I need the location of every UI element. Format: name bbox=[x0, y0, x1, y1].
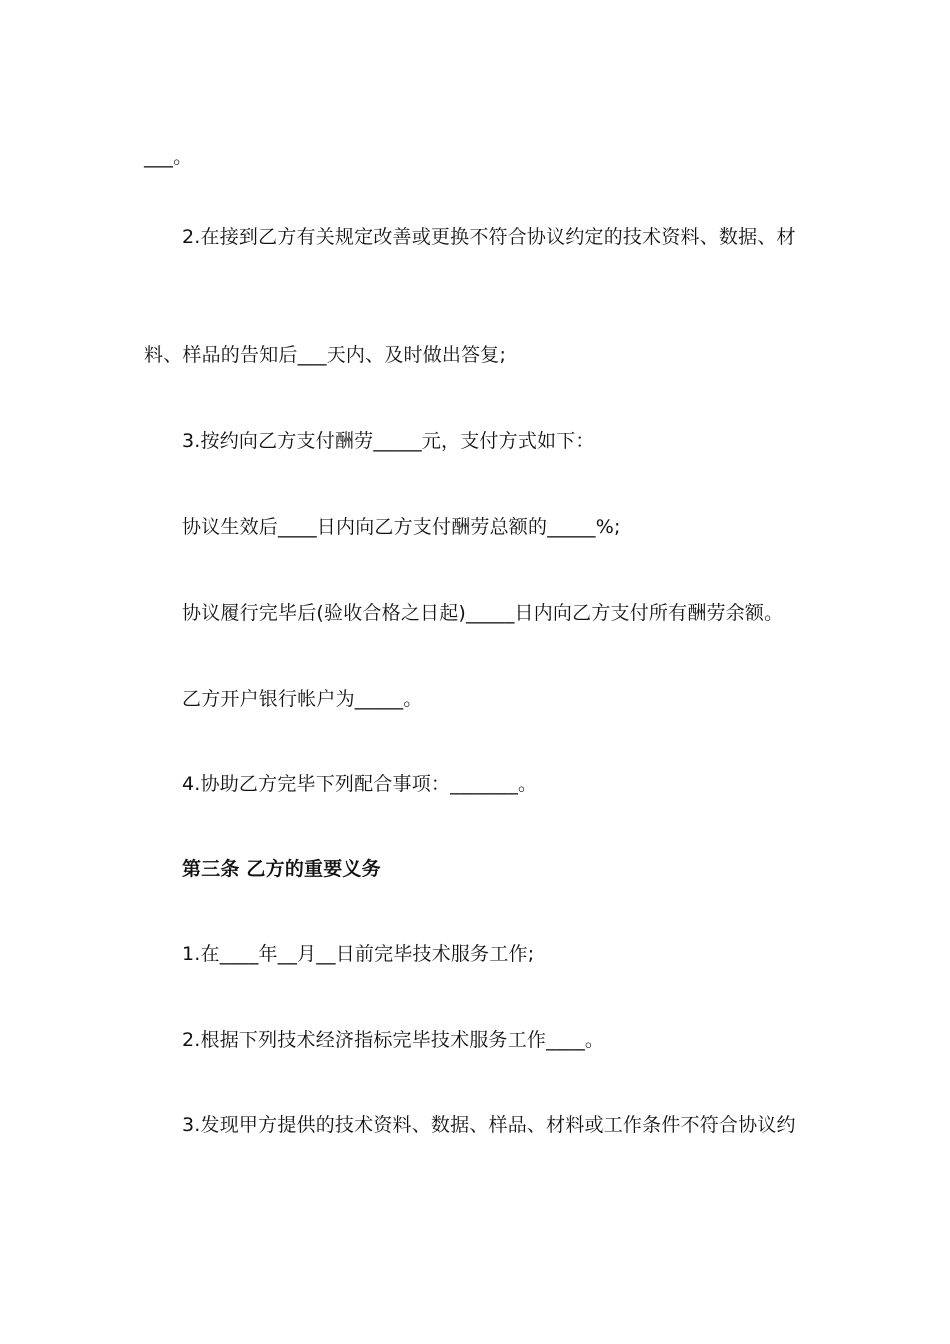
clause-4-cooperation: 4.协助乙方完毕下列配合事项：_______。 bbox=[182, 773, 538, 795]
payment-after-effective: 协议生效后____日内向乙方支付酬劳总额的_____%; bbox=[182, 516, 621, 538]
bank-account-line: 乙方开户银行帐户为_____。 bbox=[182, 688, 423, 710]
clause-2-line-2: 料、样品的告知后___天内、及时做出答复; bbox=[144, 344, 507, 366]
clause-2-line-1: 2.在接到乙方有关规定改善或更换不符合协议约定的技术资料、数据、材 bbox=[182, 226, 796, 248]
article-3-item-2: 2.根据下列技术经济指标完毕技术服务工作____。 bbox=[182, 1029, 605, 1051]
blank-fill-line: ___。 bbox=[144, 146, 193, 168]
article-3-item-1: 1.在____年__月__日前完毕技术服务工作; bbox=[182, 943, 535, 965]
payment-after-completion: 协议履行完毕后(验收合格之日起)_____日内向乙方支付所有酬劳余额。 bbox=[182, 602, 784, 624]
article-3-item-3: 3.发现甲方提供的技术资料、数据、样品、材料或工作条件不符合协议约 bbox=[182, 1114, 796, 1136]
section-heading-article-3: 第三条 乙方的重要义务 bbox=[182, 858, 381, 880]
clause-3-payment: 3.按约向乙方支付酬劳_____元，支付方式如下： bbox=[182, 430, 595, 452]
